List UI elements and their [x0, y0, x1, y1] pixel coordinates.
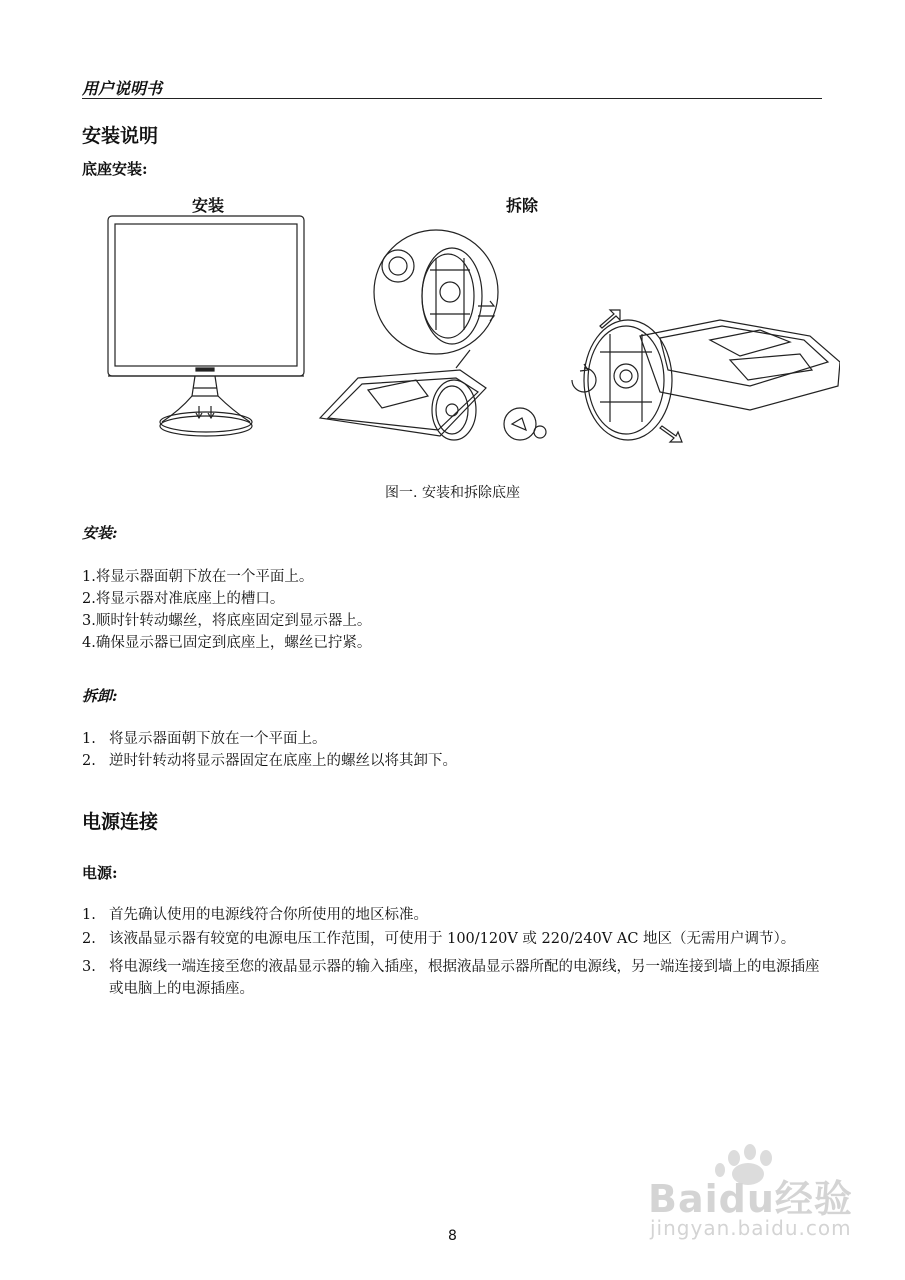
monitor-front-illustration — [108, 216, 304, 436]
figure-label-remove: 拆除 — [506, 196, 539, 215]
list-item-number: 1. — [82, 569, 96, 585]
list-item-number: 4. — [82, 635, 96, 651]
base-magnified-illustration — [374, 230, 498, 368]
list-item-text: 将显示器对准底座上的槽口。 — [95, 591, 285, 607]
list-item — [82, 566, 827, 588]
list-item-number: 2. — [82, 931, 96, 947]
list-item-text: 将显示器面朝下放在一个平面上。 — [109, 731, 327, 747]
monitor-remove-illustration — [572, 310, 840, 442]
list-item — [82, 632, 827, 654]
list-item-text: 逆时针转动将显示器固定在底座上的螺丝以将其卸下。 — [109, 753, 457, 769]
stand-install-figure — [100, 210, 840, 450]
header-rule — [82, 98, 822, 99]
list-item-number: 1. — [82, 731, 96, 747]
watermark-brand: Baidu经验 — [648, 1177, 853, 1221]
remove-heading: 拆卸: — [82, 687, 118, 705]
section-title-power: 电源连接 — [82, 811, 159, 833]
section-title-install: 安装说明 — [82, 125, 159, 147]
remove-steps-list — [82, 728, 827, 772]
list-item — [82, 928, 827, 950]
list-item-text: 顺时针转动螺丝，将底座固定到显示器上。 — [95, 613, 372, 629]
list-item — [82, 956, 827, 1000]
list-item-number: 2. — [82, 753, 96, 769]
list-item — [82, 588, 827, 610]
list-item — [82, 728, 827, 750]
list-item — [82, 904, 827, 926]
list-item-number: 2. — [82, 591, 96, 607]
power-heading: 电源: — [82, 864, 118, 882]
subsection-title-base: 底座安装: — [82, 160, 148, 178]
list-item — [82, 610, 827, 632]
monitor-facedown-install-illustration — [320, 370, 546, 440]
figure-label-install: 安装 — [192, 196, 225, 215]
watermark-url: jingyan.baidu.com — [650, 1216, 852, 1240]
list-item-text: 首先确认使用的电源线符合你所使用的地区标准。 — [109, 907, 428, 923]
list-item-text: 该液晶显示器有较宽的电源电压工作范围，可使用于 100/120V 或 220/240V AC 地区（无需用户调节）。 — [109, 931, 796, 947]
list-item-number: 3. — [82, 613, 96, 629]
running-header: 用户说明书 — [82, 79, 163, 98]
page-number: 8 — [448, 1228, 457, 1244]
list-item-text: 将电源线一端连接至您的液晶显示器的输入插座，根据液晶显示器所配的电源线，另一端连接到墙上的电源插座或电脑上的电源插座。 — [109, 959, 820, 997]
list-item-text: 将显示器面朝下放在一个平面上。 — [95, 569, 314, 585]
list-item-number: 3. — [82, 959, 96, 975]
figure-caption: 图一. 安装和拆除底座 — [385, 485, 520, 501]
power-steps-list — [82, 904, 827, 1000]
install-steps-list — [82, 566, 827, 654]
list-item-number: 1. — [82, 907, 96, 923]
install-heading: 安装: — [82, 524, 118, 542]
list-item-text: 确保显示器已固定到底座上，螺丝已拧紧。 — [95, 635, 372, 651]
list-item — [82, 750, 827, 772]
